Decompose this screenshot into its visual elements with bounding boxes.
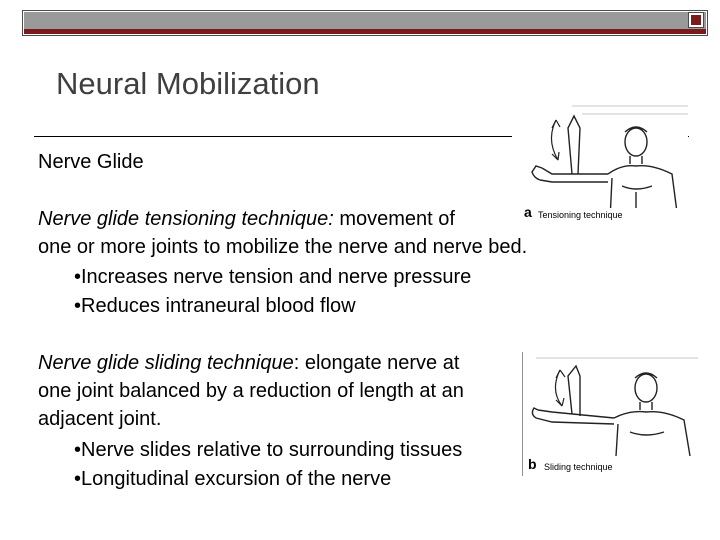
slide-title: Neural Mobilization (56, 66, 320, 101)
sliding-text-1: : elongate nerve at (293, 352, 460, 374)
figure-b-letter: b (528, 456, 537, 472)
sliding-bullet-1: •Nerve slides relative to surrounding tissues (74, 439, 463, 461)
figure-tensioning (512, 100, 688, 224)
header-bar-red (24, 29, 706, 34)
slide-line-3: adjacent joint. (38, 408, 162, 430)
slide-line-2: one joint balanced by a reduction of length at an (38, 380, 464, 402)
header-bar (22, 10, 708, 36)
subheading: Nerve Glide (38, 151, 144, 173)
figure-a-label: Tensioning technique (538, 210, 623, 220)
sliding-bullet-2: •Longitudinal excursion of the nerve (74, 468, 392, 490)
tension-term: Nerve glide tensioning technique: (38, 208, 334, 230)
tension-bullet-1: •Increases nerve tension and nerve pressure (74, 266, 472, 288)
sliding-illustration (522, 352, 698, 476)
sliding-term: Nerve glide sliding technique (38, 352, 294, 374)
header-bar-gray (24, 12, 706, 29)
slide-line-1 (38, 350, 459, 377)
figure-sliding (522, 352, 698, 476)
tension-line-2: one or more joints to mobilize the nerve and nerve bed. (38, 236, 528, 258)
tension-text-1: movement of (333, 208, 455, 230)
figure-a-letter: a (524, 204, 532, 220)
tensioning-illustration (512, 100, 688, 224)
tension-line-1 (38, 206, 455, 233)
figure-b-label: Sliding technique (544, 462, 613, 472)
corner-square-icon (688, 12, 704, 28)
tension-bullet-2: •Reduces intraneural blood flow (74, 295, 356, 317)
